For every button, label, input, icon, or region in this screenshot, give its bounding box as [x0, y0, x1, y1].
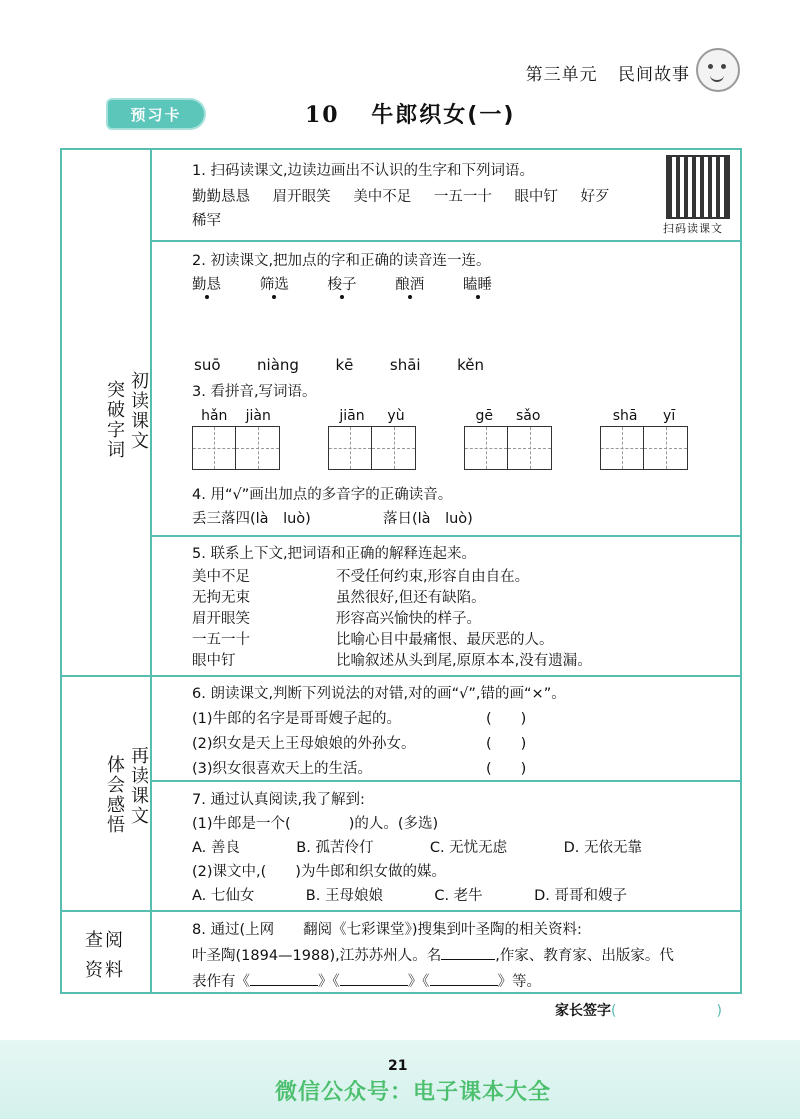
option[interactable]: C. 老牛 [434, 888, 483, 904]
pinyin-item[interactable]: niàng [257, 356, 299, 374]
pinyin-box-group: gē sǎo [464, 408, 552, 470]
question-5-prompt: 5. 联系上下文,把词语和正确的解释连起来。 [192, 546, 477, 562]
match-meaning[interactable]: 形容高兴愉快的样子。 [336, 611, 481, 627]
question-2 [192, 250, 491, 272]
match-word[interactable]: 眼中钉 [192, 653, 236, 669]
question-7-options-1 [192, 836, 642, 860]
judgement-item: (2)织女是天上王母娘娘的外孙女。 [192, 736, 416, 752]
judgement-item: (1)牛郎的名字是哥哥嫂子起的。 [192, 711, 402, 727]
qr-caption: 扫码读课文 [663, 222, 723, 235]
row-divider [150, 535, 742, 537]
word-item[interactable]: 筛选 [259, 277, 289, 293]
option[interactable]: C. 无忧无虑 [429, 840, 508, 856]
match-word[interactable]: 无拘无束 [192, 590, 250, 606]
answer-parens[interactable]: ( ) [486, 761, 527, 777]
answer-parens[interactable]: ( ) [486, 736, 527, 752]
match-meaning[interactable]: 比喻叙述从头到尾,原原本本,没有遗漏。 [336, 653, 592, 669]
answer-parens[interactable]: ( ) [486, 711, 527, 727]
side-label-first-read: 初读课文 突破字词 [104, 371, 149, 460]
judgement-item: (3)织女很喜欢天上的生活。 [192, 761, 373, 777]
cartoon-face-icon [696, 48, 740, 92]
writing-cell[interactable] [464, 426, 508, 470]
option[interactable]: B. 王母娘娘 [305, 888, 383, 904]
pinyin-box-group: jiān yù [328, 408, 416, 470]
answer-blank[interactable] [441, 959, 495, 960]
writing-cell[interactable] [328, 426, 372, 470]
match-meaning[interactable]: 虽然很好,但还有缺陷。 [336, 590, 486, 606]
match-meaning[interactable]: 比喻心目中最痛恨、最厌恶的人。 [336, 632, 554, 648]
match-meaning[interactable]: 不受任何约束,形容自由自在。 [336, 569, 530, 585]
word-item[interactable]: 梭子 [327, 277, 357, 293]
lesson-name: 牛郎织女(一) [371, 103, 516, 128]
answer-blank[interactable] [340, 985, 408, 986]
word-item[interactable]: 酿酒 [395, 277, 425, 293]
section-label: 民间故事 [618, 65, 690, 85]
question-5-right-column [336, 567, 592, 672]
writing-cell[interactable] [600, 426, 644, 470]
pinyin-item[interactable]: shāi [389, 356, 421, 374]
pinyin-box-group: hǎn jiàn [192, 408, 280, 470]
question-6-prompt: 6. 朗读课文,判断下列说法的对错,对的画“√”,错的画“×”。 [192, 686, 566, 702]
question-8-line-1: 叶圣陶(1894—1988),江苏苏州人。名 ,作家、教育家、出版家。代 [192, 948, 674, 964]
question-2-pinyin [194, 356, 484, 374]
question-4-item-2[interactable]: 落日(là luò) [383, 511, 473, 527]
question-7-options-2 [192, 884, 627, 908]
writing-cell[interactable] [192, 426, 236, 470]
answer-blank[interactable] [430, 985, 498, 986]
question-7-sub-2: (2)课文中,( )为牛郎和织女做的媒。 [192, 864, 446, 880]
question-6-items [192, 707, 416, 782]
question-7-prompt: 7. 通过认真阅读,我了解到: [192, 792, 365, 808]
section-divider [60, 675, 742, 677]
preview-card-badge: 预习卡 [108, 100, 204, 128]
word-item[interactable]: 瞌睡 [463, 277, 492, 293]
question-6-answers [486, 707, 526, 782]
question-1-prompt: 1. 扫码读课文,边读边画出不认识的生字和下列词语。 [192, 163, 535, 179]
question-3-prompt: 3. 看拼音,写词语。 [192, 384, 317, 400]
match-word[interactable]: 一五一十 [192, 632, 250, 648]
question-1-words-line2: 稀罕 [192, 213, 221, 229]
lesson-number: 10 [305, 102, 340, 128]
question-4-item-1[interactable]: 丢三落四(là luò) [192, 511, 311, 527]
question-7 [192, 788, 642, 908]
pinyin-item[interactable]: suō [194, 356, 221, 374]
answer-blank[interactable] [250, 985, 318, 986]
option[interactable]: B. 孤苦伶仃 [296, 840, 374, 856]
pinyin-item[interactable]: kěn [457, 356, 484, 374]
question-2-prompt: 2. 初读课文,把加点的字和正确的读音连一连。 [192, 253, 491, 269]
writing-cell[interactable] [372, 426, 416, 470]
pinyin-item[interactable]: kē [335, 356, 354, 374]
side-label-second-read: 再读课文 体会感悟 [104, 746, 149, 835]
wechat-footer: 微信公众号：电子课本大全 [275, 1080, 552, 1105]
column-divider [150, 148, 152, 994]
question-8-prompt: 8. 通过(上网 翻阅《七彩课堂》)搜集到叶圣陶的相关资料: [192, 922, 582, 938]
parent-signature: 家长签字( ) [555, 1003, 722, 1019]
writing-cell[interactable] [236, 426, 280, 470]
pinyin-box-group: shā yī [600, 408, 688, 470]
question-4-prompt: 4. 用“√”画出加点的多音字的正确读音。 [192, 487, 453, 503]
question-2-words [192, 274, 492, 296]
match-word[interactable]: 眉开眼笑 [192, 611, 250, 627]
qr-code-icon[interactable] [666, 155, 730, 219]
section-divider [60, 910, 742, 912]
option[interactable]: D. 哥哥和嫂子 [534, 888, 627, 904]
side-label-research: 查阅 资料 [85, 930, 125, 981]
word-item[interactable]: 勤恳 [192, 277, 221, 293]
writing-cell[interactable] [508, 426, 552, 470]
question-1-words: 勤勤恳恳 眉开眼笑 美中不足 一五一十 眼中钉 好歹 [192, 189, 610, 205]
row-divider [150, 240, 742, 242]
match-word[interactable]: 美中不足 [192, 569, 250, 585]
question-7-sub-1: (1)牛郎是一个( )的人。(多选) [192, 816, 439, 832]
unit-header [512, 60, 690, 85]
lesson-title [305, 98, 515, 129]
option[interactable]: A. 七仙女 [192, 888, 255, 904]
writing-cell[interactable] [644, 426, 688, 470]
question-1 [192, 160, 628, 232]
option[interactable]: A. 善良 [192, 840, 240, 856]
option[interactable]: D. 无依无靠 [563, 840, 642, 856]
page-number: 21 [388, 1058, 408, 1074]
unit-label: 第三单元 [525, 65, 598, 85]
question-8 [192, 917, 674, 995]
question-5-left-column [192, 567, 250, 672]
question-8-line-2: 表作有《 》《 》《 》等。 [192, 974, 541, 990]
